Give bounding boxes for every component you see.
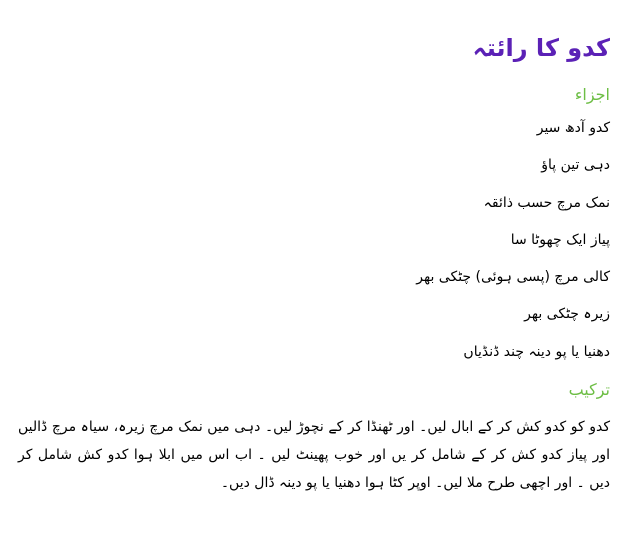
list-item: پیاز ایک چھوٹا سا bbox=[510, 231, 610, 248]
list-item: دہی تین پاؤ bbox=[541, 157, 610, 174]
list-item: کدو آدھ سیر bbox=[536, 120, 610, 136]
recipe-title: کدو کا رائتہ bbox=[472, 34, 610, 62]
list-item: کالی مرچ (پسی ہوئی) چٹکی بھر bbox=[416, 269, 610, 286]
list-item: نمک مرچ حسب ذائقہ bbox=[483, 194, 610, 211]
list-item: دھنیا یا پو دینہ چند ڈنڈیاں bbox=[463, 343, 610, 360]
list-item: زیرہ چٹکی بھر bbox=[524, 306, 610, 323]
method-paragraph: کدو کو کدو کش کر کے ابال لیں۔ اور ٹھنڈا کر کے نچوڑ لیں۔ دہی میں نمک مرچ زیرہ، سیاہ مرچ ڈالیں اور پیاز کدو کش کر کے شامل کر یں اور خوب پھینٹ لیں ۔ اب اس میں ابلا ہوا کدو کش شامل کر دیں ۔ اور اچھی طرح ملا لیں۔ اوپر کٹا ہوا دھنیا یا پو دینہ ڈال دیں۔ bbox=[18, 419, 610, 492]
ingredients-heading: اجزاء bbox=[574, 85, 610, 104]
ingredients-list bbox=[18, 118, 610, 362]
method-heading: ترکیب bbox=[568, 380, 610, 400]
